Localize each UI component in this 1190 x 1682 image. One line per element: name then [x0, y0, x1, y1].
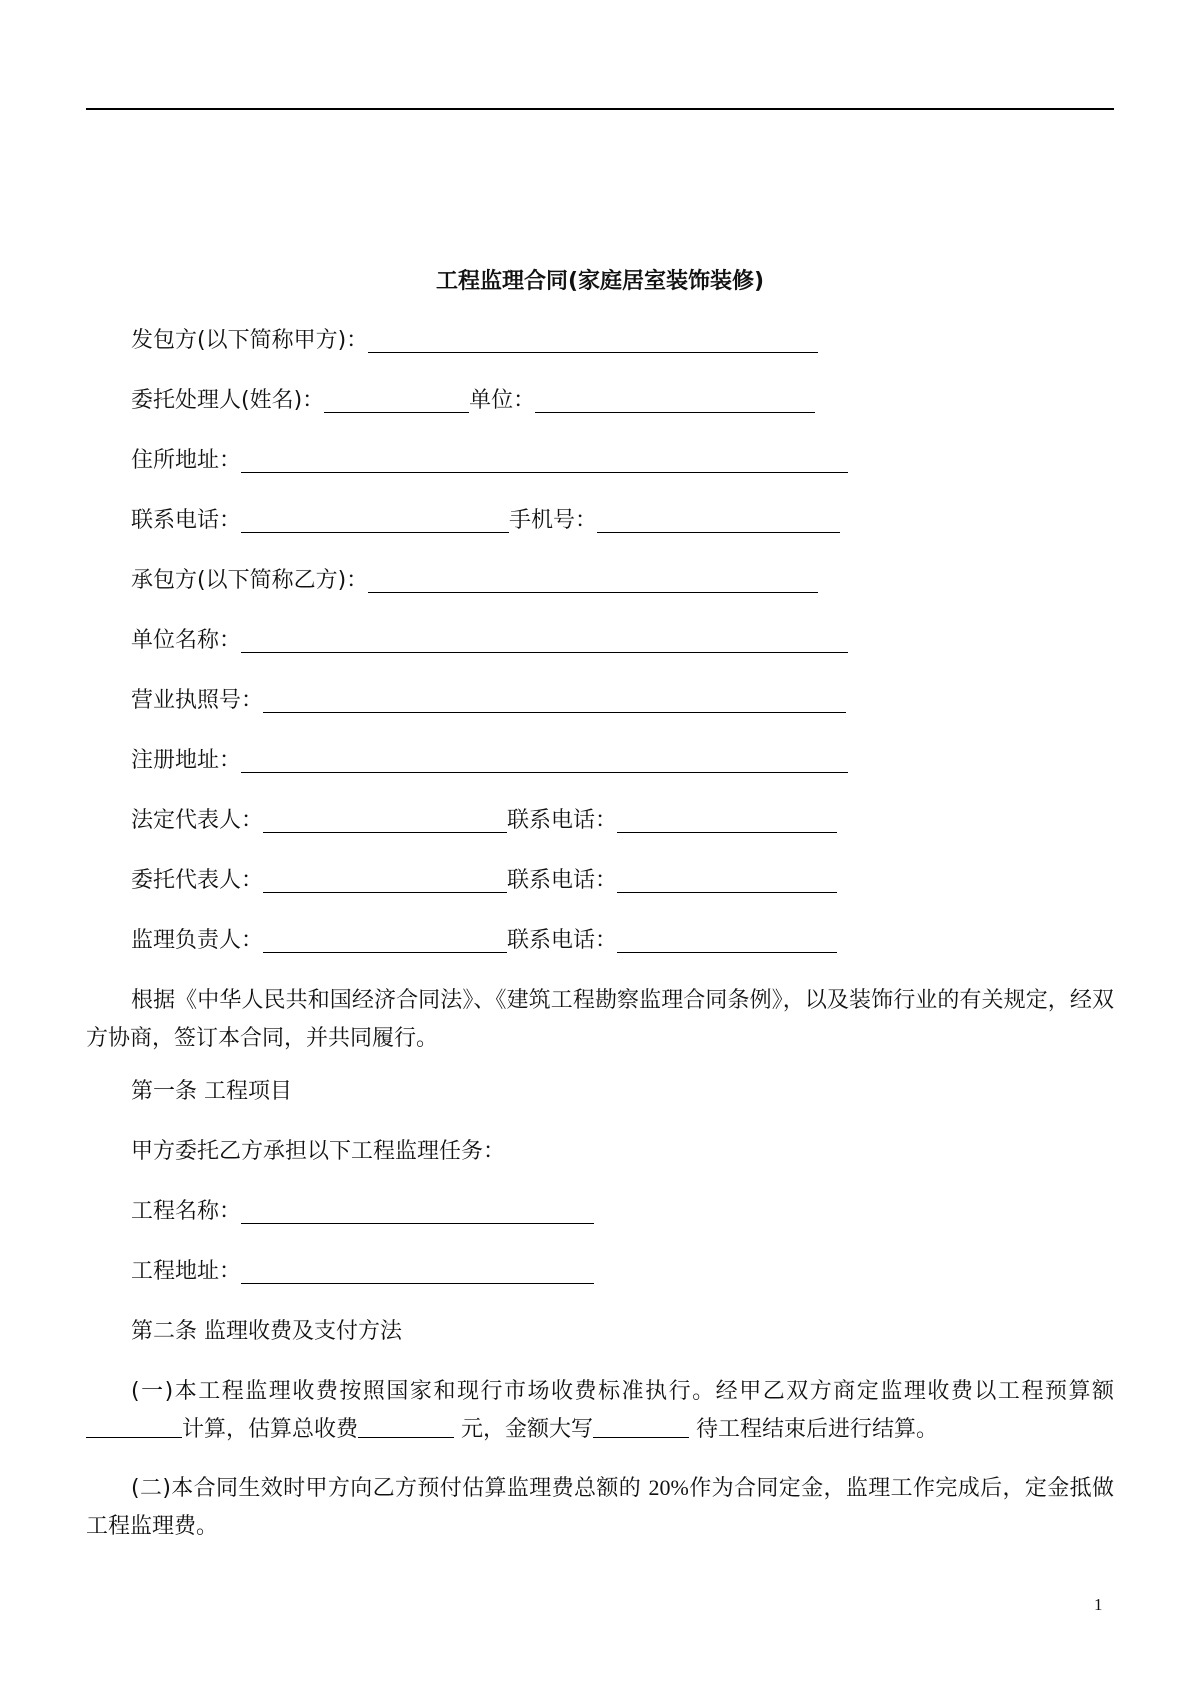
supervisor-phone-label: 联系电话： [507, 928, 618, 953]
address-blank[interactable] [241, 450, 848, 473]
license-line [131, 687, 846, 715]
contractor-line [131, 567, 818, 595]
header-rule [86, 108, 1114, 110]
phone-label: 联系电话： [131, 508, 242, 533]
deposit-percent: 20% [648, 1475, 689, 1500]
supervisor-label: 监理负责人： [131, 928, 264, 953]
total-fee-blank[interactable] [358, 1417, 454, 1438]
employer-label: 发包方(以下简称甲方)： [131, 328, 369, 353]
employer-line [131, 327, 818, 355]
entrusted-rep-label: 委托代表人： [131, 868, 264, 893]
agent-line [131, 387, 815, 415]
unit-name-label: 单位名称： [131, 628, 242, 653]
article1-heading: 第一条 工程项目 [131, 1079, 292, 1104]
article2-heading: 第二条 监理收费及支付方法 [131, 1319, 402, 1344]
agent-name-label: 委托处理人(姓名)： [131, 388, 325, 413]
agent-unit-blank[interactable] [535, 390, 815, 413]
intro-paragraph: 根据《中华人民共和国经济合同法》、《建筑工程勘察监理合同条例》，以及装饰行业的有关规定，经双方协商，签订本合同，并共同履行。 [86, 988, 1114, 1051]
clause1-text-3: 元，金额大写 [454, 1417, 594, 1442]
clause1-text-2: 计算，估算总收费 [182, 1417, 359, 1442]
amount-words-blank[interactable] [593, 1417, 689, 1438]
mobile-blank[interactable] [597, 510, 840, 533]
reg-address-label: 注册地址： [131, 748, 242, 773]
legal-rep-phone-label: 联系电话： [507, 808, 618, 833]
clause1-text-1: (一)本工程监理收费按照国家和现行市场收费标准执行。经甲乙双方商定监理收费以工程预算额 [131, 1379, 1114, 1404]
unit-name-blank[interactable] [241, 630, 848, 653]
legal-rep-blank[interactable] [263, 810, 507, 833]
project-name-blank[interactable] [241, 1201, 594, 1224]
supervisor-blank[interactable] [263, 930, 507, 953]
entrusted-rep-phone-label: 联系电话： [507, 868, 618, 893]
mobile-label: 手机号： [509, 508, 598, 533]
entrusted-rep-line [131, 867, 837, 895]
article2-clause1 [86, 1373, 1114, 1449]
project-address-label: 工程地址： [131, 1259, 242, 1284]
phone-blank[interactable] [241, 510, 509, 533]
clause2-text-1: (二)本合同生效时甲方向乙方预付估算监理费总额的 [131, 1476, 649, 1501]
contractor-blank[interactable] [368, 570, 818, 593]
project-address-blank[interactable] [241, 1261, 594, 1284]
employer-blank[interactable] [368, 330, 818, 353]
phone-line [131, 507, 840, 535]
document-title: 工程监理合同(家庭居室装饰装修) [435, 269, 765, 294]
article2-clause2 [86, 1469, 1114, 1546]
page-number: 1 [1094, 1595, 1103, 1614]
budget-basis-blank[interactable] [86, 1417, 182, 1438]
entrusted-rep-blank[interactable] [263, 870, 507, 893]
clause1-text-4: 待工程结束后进行结算。 [689, 1417, 939, 1442]
entrusted-rep-phone-blank[interactable] [617, 870, 837, 893]
project-address-line [131, 1258, 594, 1286]
article1-text: 甲方委托乙方承担以下工程监理任务： [131, 1139, 506, 1164]
legal-rep-label: 法定代表人： [131, 808, 264, 833]
supervisor-phone-blank[interactable] [617, 930, 837, 953]
agent-unit-label: 单位： [469, 388, 536, 413]
supervisor-line [131, 927, 837, 955]
clause2-text-2: 作为合同定金，监理工作完成后，定金抵做工程监理费。 [86, 1476, 1114, 1539]
reg-address-blank[interactable] [241, 750, 848, 773]
project-name-label: 工程名称： [131, 1199, 242, 1224]
address-line [131, 447, 848, 475]
agent-name-blank[interactable] [324, 390, 469, 413]
reg-address-line [131, 747, 848, 775]
unit-name-line [131, 627, 848, 655]
legal-rep-line [131, 807, 837, 835]
address-label: 住所地址： [131, 448, 242, 473]
contractor-label: 承包方(以下简称乙方)： [131, 568, 369, 593]
legal-rep-phone-blank[interactable] [617, 810, 837, 833]
project-name-line [131, 1198, 594, 1226]
license-label: 营业执照号： [131, 688, 264, 713]
license-blank[interactable] [263, 690, 846, 713]
